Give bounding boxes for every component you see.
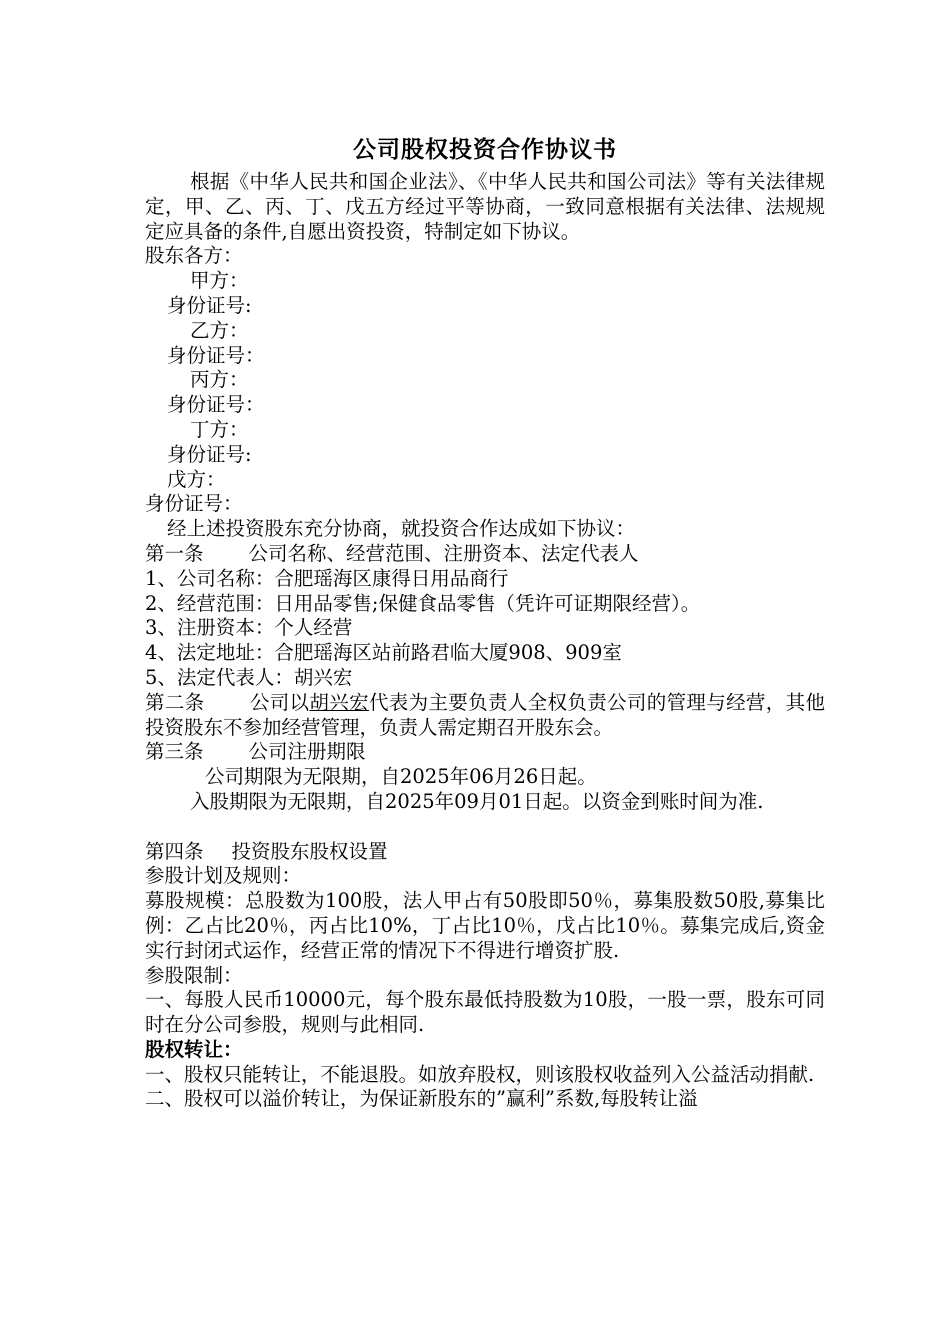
article4-heading: 第四条 (145, 839, 204, 863)
party-b-id: 身份证号： (167, 343, 265, 367)
document-page (145, 130, 825, 1112)
transfer-rule-2: 二、股权可以溢价转让，为保证新股东的”赢利”系数,每股转让溢 (145, 1087, 698, 1111)
intro-paragraph: 根据《中华人民共和国企业法》、《中华人民共和国公司法》等有关法律规定，甲、乙、丙、丁、戊五方经过平等协商，一致同意根据有关法律、法规规定应具备的条件,自愿出资投资，特制定如下协议。 (145, 170, 825, 243)
article4-heading-line (145, 840, 825, 865)
article2-pre: 公司以 (249, 690, 310, 714)
article1-item-representative: 5、法定代表人：胡兴宏 (145, 665, 353, 689)
party-c-id: 身份证号： (167, 393, 265, 417)
article3-title: 公司注册期限 (248, 740, 366, 764)
limit-heading: 参股限制： (145, 963, 243, 987)
article3-share-term: 入股期限为无限期，自2025年09月01日起。以资金到账时间为准. (190, 789, 764, 813)
plan-heading: 参股计划及规则： (145, 864, 302, 888)
party-c-name: 丙方： (190, 368, 249, 392)
transfer-heading: 股权转让： (145, 1037, 243, 1061)
article2-post: 代表为主要负责人全权负责公司的管理与经营，其他投资股东不参加经营管理，负责人需定期召开股东会。 (145, 690, 825, 739)
article3-heading-line (145, 740, 825, 765)
document-title: 公司股权投资合作协议书 (353, 136, 617, 163)
party-e-id: 身份证号： (145, 492, 243, 516)
share-scale-paragraph: 募股规模：总股数为100股，法人甲占有50股即50％，募集股数50股,募集比例：乙占比20％，丙占比10%，丁占比10％，戊占比10％。募集完成后,资金实行封闭式运作，经营正常的情况下不得进行增资扩股. (145, 889, 825, 962)
parties-heading: 股东各方： (145, 244, 243, 268)
article3-heading: 第三条 (145, 740, 204, 764)
party-e-name: 戊方： (167, 467, 226, 491)
article1-heading-line (145, 542, 825, 567)
article1-item-name: 1、公司名称：合肥瑶海区康得日用品商行 (145, 566, 509, 590)
limit-rule-1: 一、每股人民币10000元，每个股东最低持股数为10股，一股一票，股东可同时在分公司参股，规则与此相同. (145, 988, 825, 1037)
party-b-name: 乙方： (190, 318, 249, 342)
party-d-id: 身份证号: (167, 442, 252, 466)
article1-title: 公司名称、经营范围、注册资本、法定代表人 (248, 541, 639, 565)
article2-heading: 第二条 (145, 690, 205, 714)
article1-item-capital: 3、注册资本：个人经营 (145, 616, 353, 640)
blank-line (145, 815, 825, 840)
party-a-id: 身份证号: (167, 293, 252, 317)
article4-title: 投资股东股权设置 (231, 839, 388, 863)
article1-heading: 第一条 (145, 541, 204, 565)
agreement-line: 经上述投资股东充分协商，就投资合作达成如下协议： (167, 517, 636, 541)
article2-manager-name: 胡兴宏 (309, 690, 369, 714)
article1-item-scope: 2、经营范围：日用品零售;保健食品零售（凭许可证期限经营）。 (145, 591, 701, 615)
party-a-name: 甲方： (190, 269, 249, 293)
transfer-rule-1: 一、股权只能转让，不能退股。如放弃股权，则该股权收益列入公益活动捐献. (145, 1062, 815, 1086)
article3-company-term: 公司期限为无限期，自2025年06月26日起。 (205, 765, 597, 789)
party-d-name: 丁方： (190, 417, 249, 441)
article2-paragraph (145, 691, 825, 741)
article1-item-address: 4、法定地址：合肥瑶海区站前路君临大厦908、909室 (145, 641, 622, 665)
